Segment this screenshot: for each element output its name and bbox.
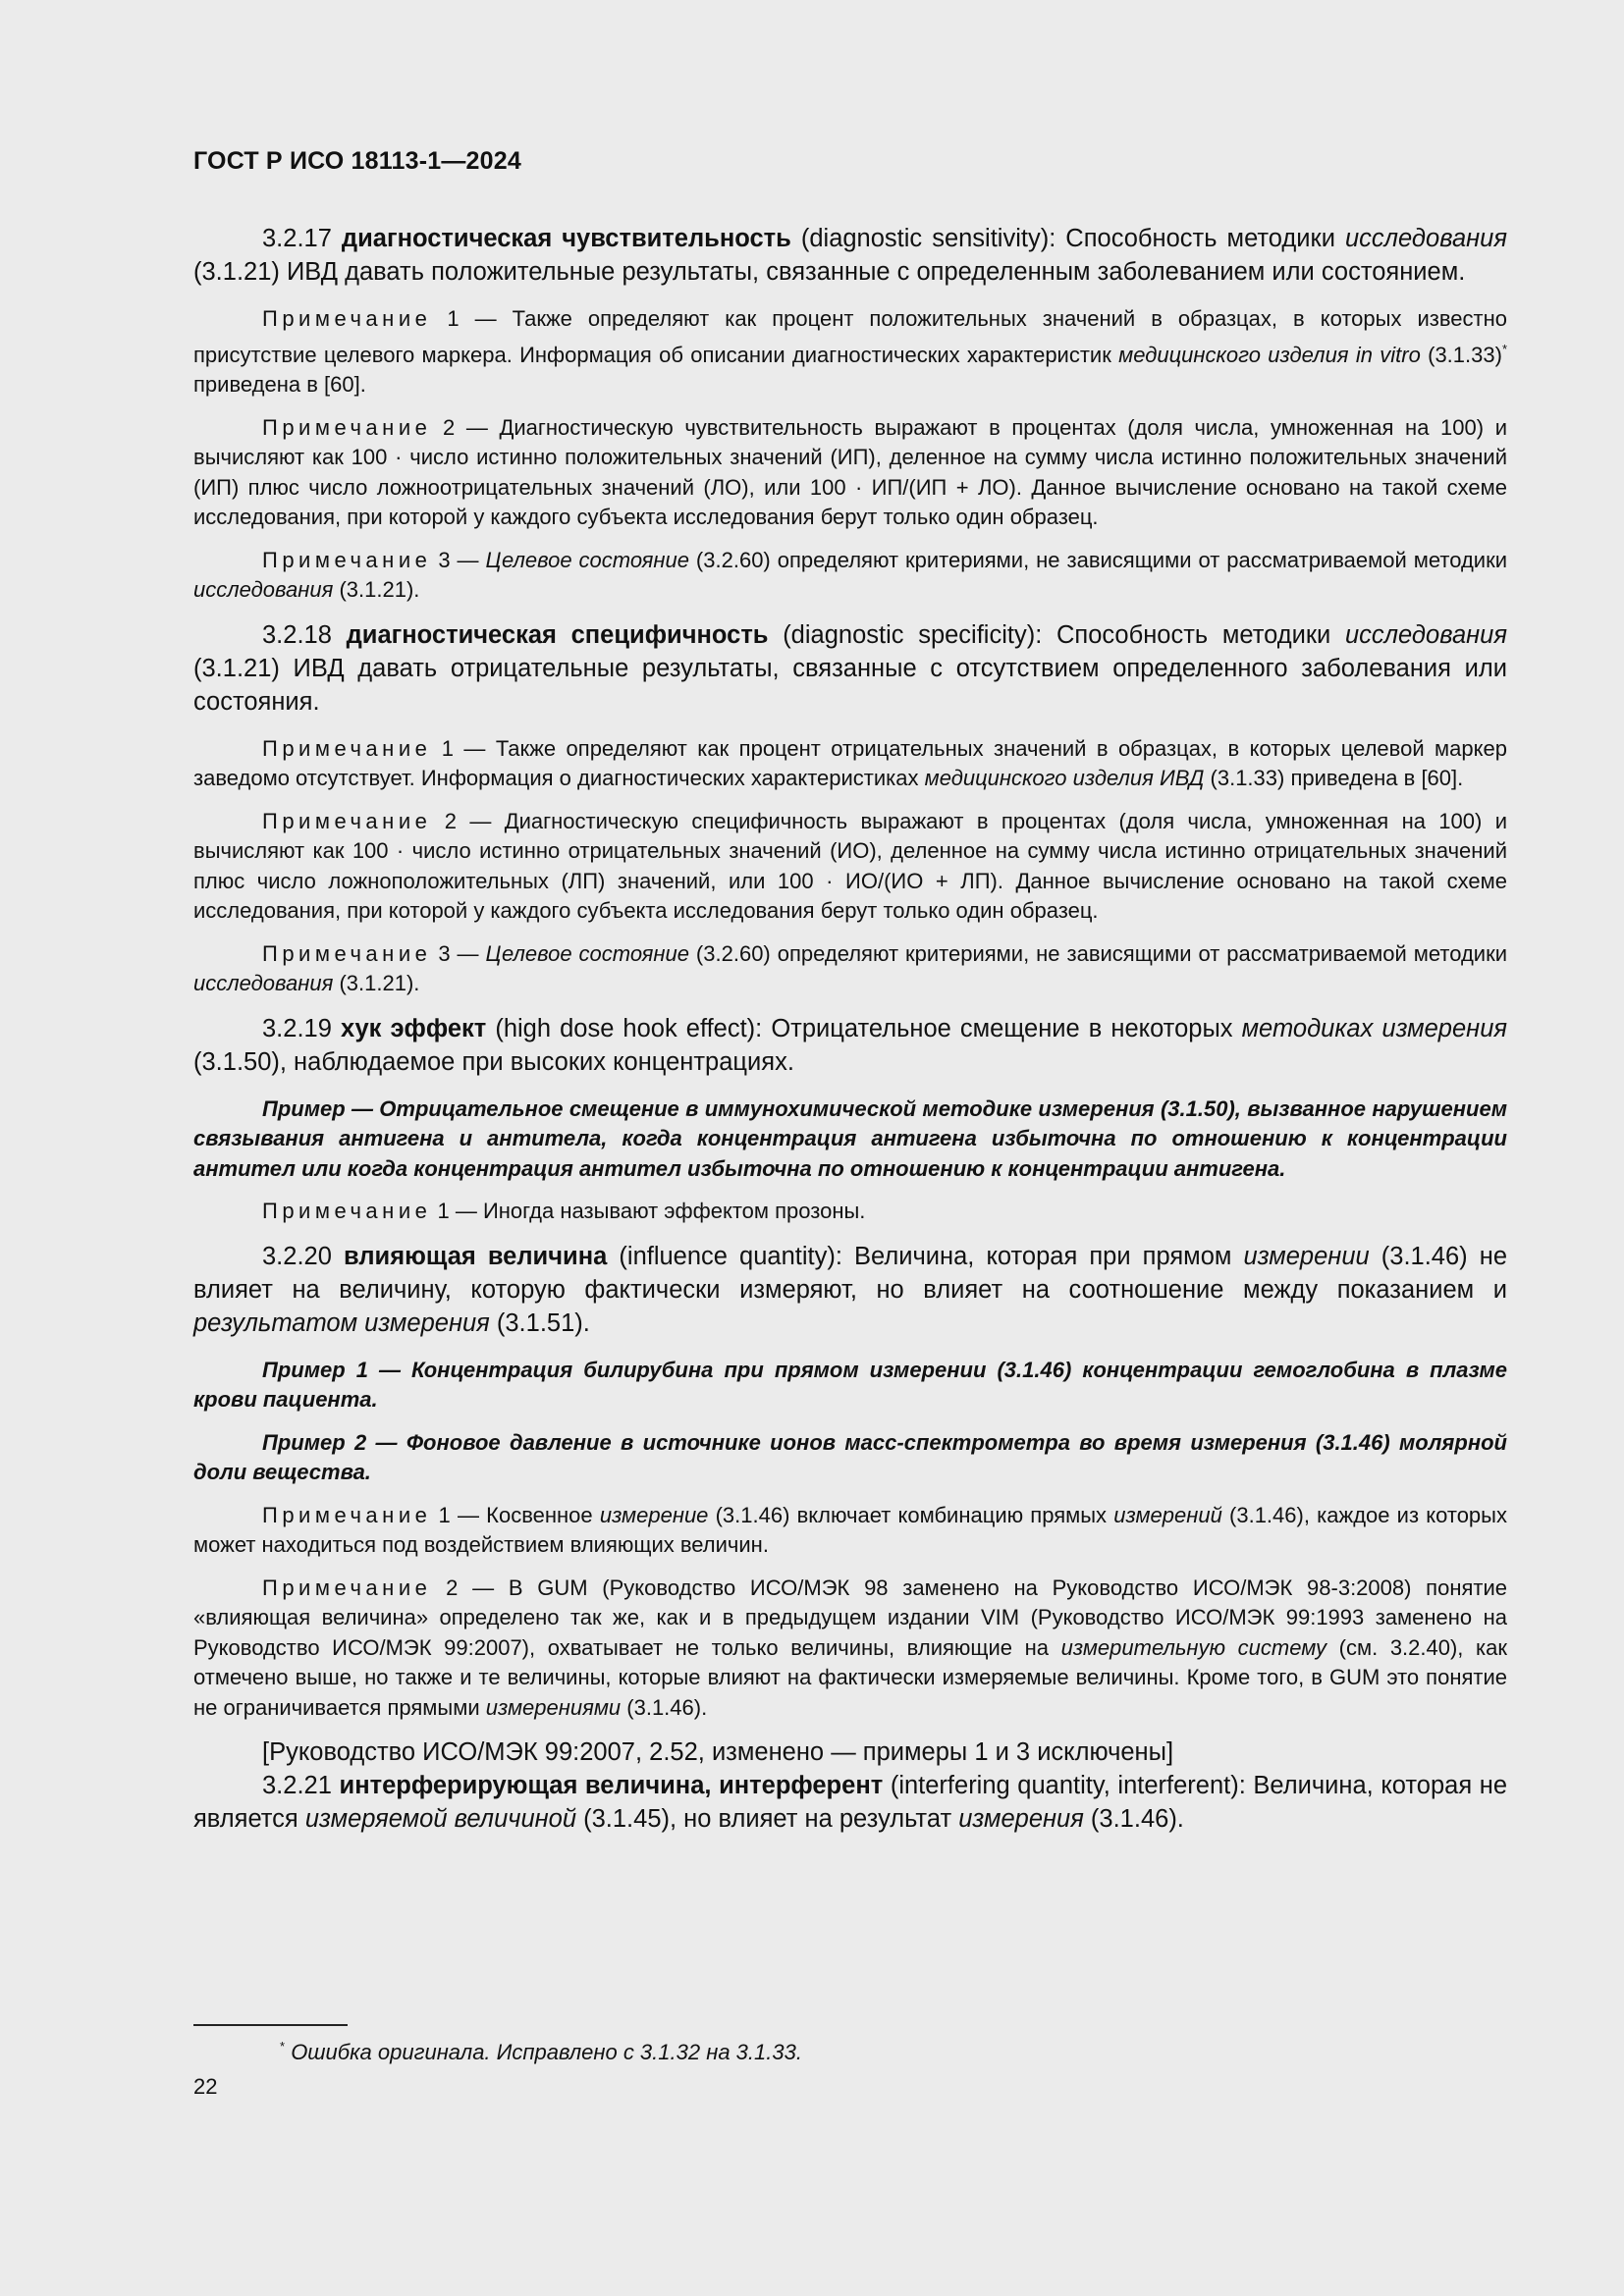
note-text: (3.2.60) определяют критериями, не зависящими от рассматриваемой методики	[688, 940, 1507, 966]
note-text: — Также определяют как процент положительных значений в образцах, в которых известно присутствие целевого маркера. Информация об описании диагностических характеристик	[193, 306, 1507, 367]
note-text: — Косвенное	[450, 1502, 600, 1527]
document-header: ГОСТ Р ИСО 18113-1—2024	[193, 147, 521, 175]
note-number: 2	[442, 414, 456, 440]
note-label: Примечание	[262, 1199, 432, 1223]
term-definition: (3.1.21) ИВД давать положительные результаты, связанные с определенным заболеванием или состоянием.	[193, 258, 1466, 286]
term-reference: измерении	[1243, 1242, 1370, 1270]
note-label: Примечание	[262, 940, 432, 966]
note-item	[193, 939, 1507, 999]
example-text: — Отрицательное смещение в иммунохимической методике измерения (3.1.50), вызванное нарушением связывания антигена и антитела, когда концентрация антигена избыточна по отношению к концентрации антител или когда концентрация антител избыточна по отношению к концентрации антигена.	[193, 1095, 1507, 1181]
term-definition: (3.1.50), наблюдаемое при высоких концентрациях.	[193, 1047, 794, 1076]
note-item	[193, 546, 1507, 606]
note-label: Примечание	[262, 1575, 432, 1600]
term-number: 3.2.20	[262, 1242, 332, 1270]
example-item	[193, 1356, 1507, 1415]
note-item	[193, 734, 1507, 794]
term-reference: измерения	[958, 1805, 1084, 1833]
term-definition: Способность методики	[1056, 225, 1345, 252]
note-reference: Целевое состояние	[485, 940, 689, 966]
note-number: 1	[437, 1199, 450, 1223]
term-reference: исследования	[1344, 225, 1507, 252]
note-reference: измерений	[1113, 1502, 1222, 1527]
note-text: — Диагностическую чувствительность выражают в процентах (доля числа, умноженная на 100) и вычисляют как 100 · число истинно положительных значений (ИП), деленное на сумму числа истинно положительных значений (ИП) плюс число ложноотрицательных значений (ЛО), или 100 · ИП/(ИП + ЛО). Данное вычисление основано на такой схеме исследования, при которой у каждого субъекта исследования берут только один образец.	[193, 414, 1507, 529]
term-entry-3-2-21	[193, 1769, 1507, 1836]
term-definition: Отрицательное смещение в некоторых	[762, 1014, 1242, 1042]
term-name: интерферирующая величина, интерферент	[339, 1772, 884, 1799]
note-text: —	[450, 940, 486, 966]
note-text: (3.1.46) включает комбинацию прямых	[708, 1502, 1114, 1527]
note-reference: измерениями	[485, 1694, 622, 1720]
page-number: 22	[193, 2074, 218, 2099]
footnote-marker: *	[1501, 341, 1507, 356]
term-entry-3-2-19	[193, 1012, 1507, 1079]
example-label: Пример 2	[262, 1429, 367, 1455]
term-name: диагностическая чувствительность	[341, 225, 791, 252]
footnote-marker: *	[280, 2039, 286, 2054]
note-text: (3.1.46).	[621, 1694, 708, 1720]
note-reference: исследования	[193, 971, 334, 995]
term-entry-3-2-20	[193, 1240, 1507, 1340]
note-label: Примечание	[262, 735, 432, 761]
note-text: — Диагностическую специфичность выражают в процентах (доля числа, умноженная на 100) и вычисляют как 100 · число истинно отрицательных значений (ИО), деленное на сумму числа истинно отрицательных значений плюс число ложноположительных (ЛП) значений, или 100 · ИО/(ИО + ЛП). Данное вычисление основано на такой схеме исследования, при которой у каждого субъекта исследования берут только один образец.	[193, 808, 1507, 923]
term-definition: (3.1.46) не влияет на величину, которую фактически измеряют, но влияет на соотношение между показанием и	[193, 1242, 1508, 1304]
term-definition: (3.1.51).	[489, 1308, 590, 1337]
note-number: 2	[446, 1575, 459, 1600]
footnote-divider	[193, 2024, 348, 2026]
term-number: 3.2.17	[262, 225, 332, 252]
note-text: — Также определяют как процент отрицательных значений в образцах, в которых целевой маркер заведомо отсутствует. Информация о диагностических характеристиках	[193, 735, 1507, 790]
term-english: (interfering quantity, interferent):	[890, 1772, 1246, 1799]
example-item	[193, 1095, 1507, 1185]
note-reference: исследования	[193, 577, 334, 602]
term-english: (diagnostic specificity):	[783, 620, 1043, 649]
note-text: (3.1.46), каждое из которых может находиться под воздействием влияющих величин.	[193, 1502, 1507, 1557]
term-entry-3-2-17	[193, 222, 1507, 289]
term-definition: Способность методики	[1042, 620, 1345, 649]
note-reference: измерение	[599, 1502, 709, 1527]
term-definition: (3.1.21) ИВД давать отрицательные результаты, связанные с отсутствием определенного заболевания или состояния.	[193, 654, 1507, 716]
page-content	[193, 222, 1507, 1851]
term-number: 3.2.18	[262, 620, 332, 649]
term-definition: (3.1.45), но влияет на результат	[576, 1805, 959, 1833]
note-item	[193, 304, 1507, 400]
term-name: диагностическая специфичность	[346, 620, 769, 649]
note-number: 3	[438, 547, 451, 572]
term-reference: исследования	[1344, 620, 1507, 649]
note-text: (3.1.33)	[1420, 342, 1502, 367]
footnote-text: Ошибка оригинала. Исправлено с 3.1.32 на 3.1.33.	[291, 2040, 802, 2064]
note-reference: измерительную систему	[1060, 1634, 1327, 1660]
term-entry-3-2-18	[193, 618, 1507, 719]
note-item	[193, 413, 1507, 533]
note-item	[193, 1197, 1507, 1227]
note-reference: Целевое состояние	[485, 547, 689, 572]
term-english: (influence quantity):	[619, 1242, 842, 1270]
example-label: Пример 1	[262, 1357, 368, 1382]
term-name: хук эффект	[340, 1014, 487, 1042]
term-reference: измеряемой величиной	[304, 1805, 577, 1833]
note-item	[193, 1574, 1507, 1724]
note-item	[193, 807, 1507, 927]
note-text: приведена в [60].	[193, 372, 366, 397]
example-text: — Фоновое давление в источнике ионов масс-спектрометра во время измерения (3.1.46) молярной доли вещества.	[193, 1429, 1507, 1484]
note-text: — В GUM (Руководство ИСО/МЭК 98 заменено на Руководство ИСО/МЭК 98-3:2008) понятие «влияющая величина» определено так же, как и в предыдущем издании VIM (Руководство ИСО/МЭК 99:1993 заменено на Руководство ИСО/МЭК 99:2007), охватывает не только величины, влияющие на	[193, 1575, 1507, 1660]
term-english: (diagnostic sensitivity):	[800, 225, 1056, 252]
note-number: 2	[444, 808, 457, 833]
note-label: Примечание	[262, 1502, 432, 1527]
term-reference: методиках измерения	[1241, 1014, 1508, 1042]
footnote	[280, 2032, 802, 2067]
note-reference: медицинского изделия in vitro	[1118, 342, 1421, 367]
note-label: Примечание	[262, 414, 432, 440]
term-number: 3.2.19	[262, 1014, 332, 1042]
term-definition: (3.1.46).	[1083, 1805, 1184, 1833]
note-text: (3.2.60) определяют критериями, не зависящими от рассматриваемой методики	[688, 547, 1507, 572]
note-number: 1	[447, 306, 460, 331]
note-item	[193, 1501, 1507, 1561]
source-reference: [Руководство ИСО/МЭК 99:2007, 2.52, изменено — примеры 1 и 3 исключены]	[262, 1738, 1174, 1766]
note-number: 1	[438, 1502, 451, 1527]
note-number: 3	[438, 940, 451, 966]
term-number: 3.2.21	[262, 1772, 332, 1799]
term-name: влияющая величина	[344, 1242, 608, 1270]
note-text: — Иногда называют эффектом прозоны.	[449, 1199, 866, 1223]
example-text: — Концентрация билирубина при прямом измерении (3.1.46) концентрации гемоглобина в плазме крови пациента.	[193, 1357, 1507, 1412]
example-label: Пример	[262, 1095, 346, 1121]
note-label: Примечание	[262, 808, 432, 833]
note-number: 1	[441, 735, 455, 761]
note-text: (см. 3.2.40), как отмечено выше, но также и те величины, которые влияют на фактически измеряемые величины. Кроме того, в GUM это понятие не ограничивается прямыми	[193, 1634, 1507, 1720]
term-reference: результатом измерения	[193, 1308, 490, 1337]
example-item	[193, 1428, 1507, 1488]
term-english: (high dose hook effect):	[495, 1014, 763, 1042]
note-label: Примечание	[262, 547, 432, 572]
term-definition: Величина, которая при прямом	[841, 1242, 1244, 1270]
note-reference: медицинского изделия ИВД	[924, 766, 1205, 790]
note-text: (3.1.21).	[333, 971, 420, 995]
note-label: Примечание	[262, 306, 432, 331]
note-text: (3.1.21).	[333, 577, 420, 602]
term-definition: Величина, которая не является	[193, 1772, 1508, 1833]
note-text: (3.1.33) приведена в [60].	[1204, 766, 1464, 790]
note-text: —	[450, 547, 486, 572]
